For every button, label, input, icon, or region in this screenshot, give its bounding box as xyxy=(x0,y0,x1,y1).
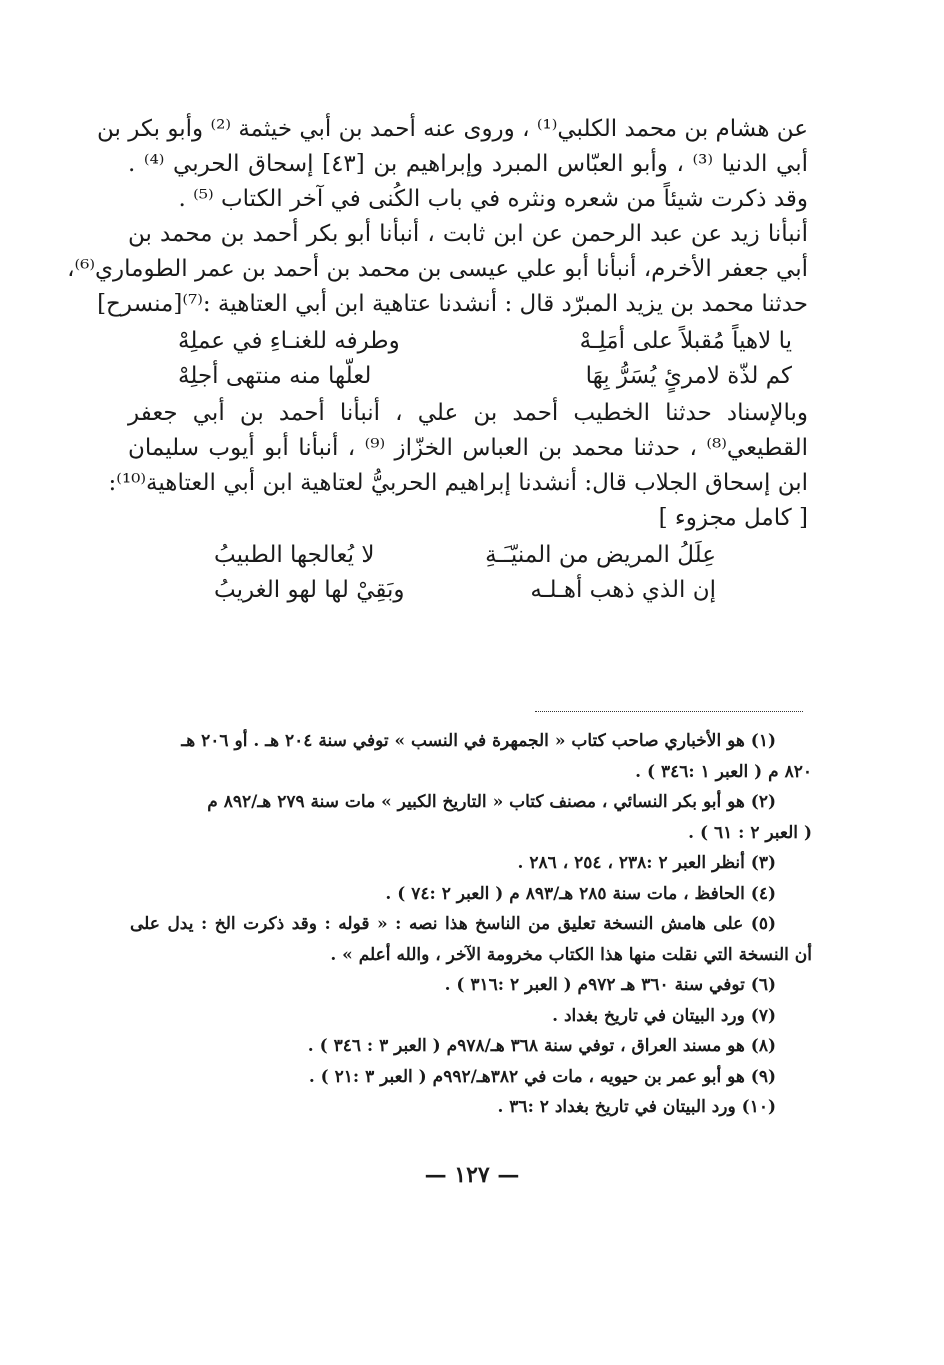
hemistich-right: عِلَلُ المريض من المنيّـَـةِ xyxy=(485,542,716,568)
footnote-line: (٥) على هامش النسخة تعليق من الناسخ هذا نصه : « قوله : وقد ذكرت الخ : يدل على xyxy=(130,914,776,934)
hemistich-right: كم لذّة لامرئٍ يُسَرُّ بِهَا xyxy=(585,363,792,389)
footnote-line: (١٠) ورد البيتان في تاريخ بغداد ٢ :٣٦ . xyxy=(497,1097,776,1117)
footnote-line: (٩) هو أبو عمر بن حيويه ، مات في ٣٨٢هـ/٩٩٢م ( العبر ٣ :٢١ ) . xyxy=(308,1066,776,1087)
hemistich-left: وطرفه للغنـاءِ في عملِهْ xyxy=(178,328,400,354)
hemistich-right: يا لاهياً مُقبلاً على أمَلِـهْ xyxy=(579,328,792,354)
text-line: وقد ذكرت شيئاً من شعره ونثره في باب الكُنى في آخر الكتاب ⁽⁵⁾ . xyxy=(178,186,808,212)
footnotes xyxy=(130,726,812,1123)
footnote-line: (٦) توفي سنة ٣٦٠ هـ ٩٧٢م ( العبر ٢ :٣١٦ ) . xyxy=(444,975,776,995)
hemistich-left: لعلّها منه منتهى أجلِهْ xyxy=(178,363,372,389)
text-line: أنبأنا زيد عن عبد الرحمن عن ابن ثابت ، أنبأنا أبو بكر أحمد بن محمد بن xyxy=(128,221,808,247)
verse xyxy=(214,538,716,573)
text-line: عن هشام بن محمد الكلبي⁽¹⁾ ، وروى عنه أحمد بن أبي خيثمة ⁽²⁾ وأبو بكر بن xyxy=(97,116,808,142)
poem-block xyxy=(128,538,808,608)
footnote-line: (٨) هو مسند العراق ، توفي سنة ٣٦٨ هـ/٩٧٨م ( العبر ٣ : ٣٤٦ ) . xyxy=(307,1036,776,1056)
footnote-line: (١) هو الأخباري صاحب كتاب « الجمهرة في النسب » توفي سنة ٢٠٤ هـ . أو ٢٠٦ هـ xyxy=(181,731,776,751)
poem-block xyxy=(128,324,808,394)
text-line: القطيعي⁽⁸⁾ ، حدثنا محمد بن العباس الخزّاز ⁽⁹⁾ ، أنبأنا أبو أيوب سليمان xyxy=(128,435,809,461)
footnote-line: (٣) أنظر العبر ٢ :٢٣٨ ، ٢٥٤ ، ٢٨٦ . xyxy=(517,853,776,873)
text-line: أبي الدنيا ⁽³⁾ ، وأبو العبّاس المبرد وإبراهيم بن [٤٣] إسحاق الحربي ⁽⁴⁾ . xyxy=(128,151,808,177)
meter-label: [ كامل مجزوء ] xyxy=(658,505,808,531)
text-line: ابن إسحاق الجلاب قال: أنشدنا إبراهيم الحربيُّ لعتاهية ابن أبي العتاهية⁽¹⁰⁾: xyxy=(108,470,808,496)
verse xyxy=(214,573,716,608)
text-line: حدثنا محمد بن يزيد المبرّد قال : أنشدنا عتاهية ابن أبي العتاهية :⁽⁷⁾[منسرح] xyxy=(97,291,808,317)
footnote-line: (٢) هو أبو بكر النسائي ، مصنف كتاب « التاريخ الكبير » مات سنة ٢٧٩ هـ/٨٩٢ م xyxy=(207,792,776,812)
main-text xyxy=(67,112,809,610)
footnote-line: (٧) ورد البيتان في تاريخ بغداد . xyxy=(552,1005,776,1026)
footnote-line: ( العبر ٢ : ٦١ ) . xyxy=(688,822,812,843)
footnote-divider xyxy=(535,711,803,712)
text-line: أبي جعفر الأخرم، أنبأنا أبو علي عيسى بن محمد بن أحمد بن عمر الطوماري⁽⁶⁾، xyxy=(67,256,808,282)
footnote-line: ٨٢٠ م ( العبر ١ :٣٤٦ ) . xyxy=(635,761,812,782)
footnote-line: أن النسخة التي نقلت منها هذا الكتاب مخرومة الآخر ، والله أعلم » . xyxy=(330,944,812,965)
verse xyxy=(178,359,792,394)
hemistich-left: وبَقِيْ لها لهو الغريبُ xyxy=(214,577,405,603)
verse xyxy=(178,324,792,359)
hemistich-left: لا يُعالجها الطبيبُ xyxy=(214,542,375,568)
page-number: — ١٢٧ — xyxy=(424,1162,520,1188)
hemistich-right: إن الذي ذهب أهـلـه xyxy=(530,577,716,603)
footnote-line: (٤) الحافظ ، مات سنة ٢٨٥ هـ/٨٩٣ م ( العبر ٢ :٧٤ ) . xyxy=(385,883,776,904)
text-line: وبالإسناد حدثنا الخطيب أحمد بن علي ، أنبأنا أحمد بن أبي جعفر xyxy=(128,400,808,426)
